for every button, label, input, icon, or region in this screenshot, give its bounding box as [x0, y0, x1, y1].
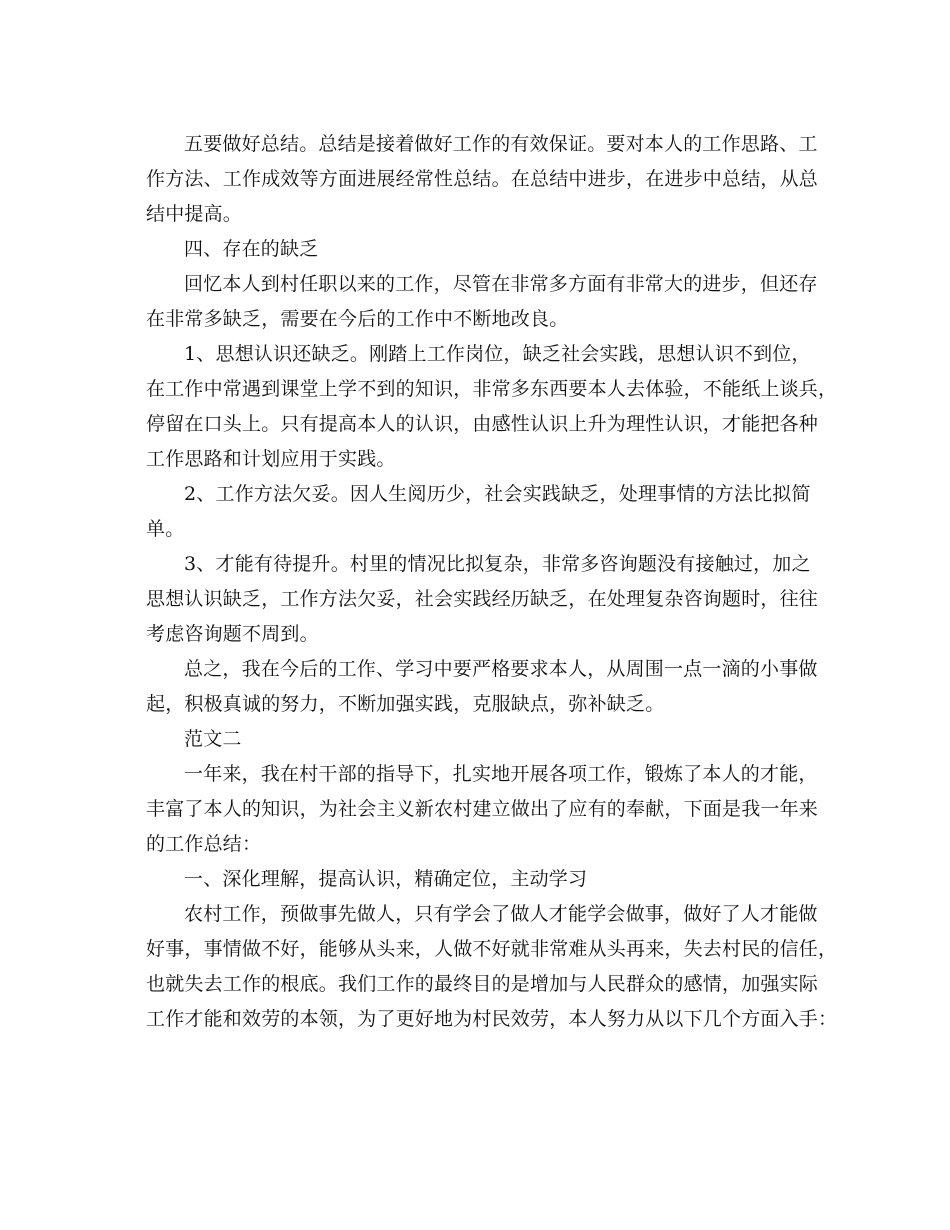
paragraph-line: 停留在口头上。只有提高本人的认识，由感性认识上升为理性认识，才能把各种 [146, 413, 819, 435]
paragraph-line: 3、才能有待提升。村里的情况比拟复杂，非常多咨询题没有接触过，加之 [184, 553, 811, 575]
paragraph-line: 的工作总结： [146, 833, 262, 855]
paragraph-line: 回忆本人到村任职以来的工作，尽管在非常多方面有非常大的进步，但还存 [184, 273, 818, 295]
section-heading: 范文二 [184, 728, 242, 750]
paragraph-line: 结中提高。 [146, 203, 243, 225]
paragraph-line: 思想认识缺乏，工作方法欠妥，社会实践经历缺乏，在处理复杂咨询题时，往往 [146, 588, 819, 610]
paragraph-line: 好事，事情做不好，能够从头来，人做不好就非常难从头再来，失去村民的信任， [146, 938, 838, 960]
paragraph-line: 作方法、工作成效等方面进展经常性总结。在总结中进步，在进步中总结，从总 [146, 168, 819, 190]
document-body [146, 127, 838, 1037]
paragraph-line: 总之，我在今后的工作、学习中要严格要求本人，从周围一点一滴的小事做 [184, 658, 818, 680]
section-heading: 四、存在的缺乏 [184, 238, 319, 260]
paragraph-line: 起，积极真诚的努力，不断加强实践，克服缺点，弥补缺乏。 [146, 693, 665, 715]
paragraph-line: 农村工作，预做事先做人，只有学会了做人才能学会做事，做好了人才能做 [184, 903, 818, 925]
paragraph-line: 五要做好总结。总结是接着做好工作的有效保证。要对本人的工作思路、工 [184, 133, 818, 155]
paragraph-line: 在工作中常遇到课堂上学不到的知识，非常多东西要本人去体验，不能纸上谈兵， [146, 378, 838, 400]
paragraph-line: 丰富了本人的知识，为社会主义新农村建立做出了应有的奉献，下面是我一年来 [146, 798, 819, 820]
paragraph-line: 工作思路和计划应用于实践。 [146, 448, 396, 470]
paragraph-line: 也就失去工作的根底。我们工作的最终目的是增加与人民群众的感情，加强实际 [146, 973, 819, 995]
paragraph-line: 单。 [146, 518, 185, 540]
paragraph-line: 一年来，我在村干部的指导下，扎实地开展各项工作，锻炼了本人的才能， [184, 763, 818, 785]
paragraph-line: 2、工作方法欠妥。因人生阅历少，社会实践缺乏，处理事情的方法比拟简 [184, 483, 811, 505]
paragraph-line: 考虑咨询题不周到。 [146, 623, 319, 645]
section-heading: 一、深化理解，提高认识，精确定位，主动学习 [184, 868, 588, 890]
paragraph-line: 在非常多缺乏，需要在今后的工作中不断地改良。 [146, 308, 569, 330]
paragraph-line: 工作才能和效劳的本领，为了更好地为村民效劳，本人努力从以下几个方面入手： [146, 1008, 838, 1030]
paragraph-line: 1、思想认识还缺乏。刚踏上工作岗位，缺乏社会实践，思想认识不到位， [184, 343, 811, 365]
